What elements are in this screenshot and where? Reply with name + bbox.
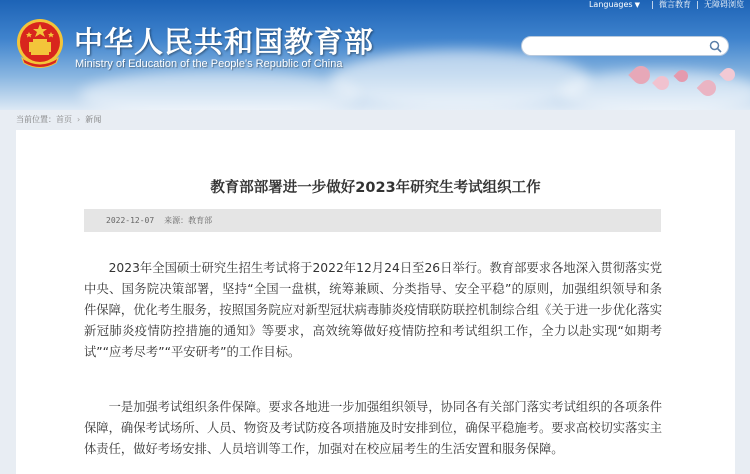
site-title[interactable]: 中华人民共和国教育部 bbox=[74, 25, 375, 59]
breadcrumb-item-home[interactable]: 首页 bbox=[56, 115, 72, 124]
accessibility-link[interactable]: 无障碍浏览 bbox=[704, 0, 744, 9]
header-cloud-decoration bbox=[80, 70, 360, 110]
search-input[interactable] bbox=[522, 41, 702, 59]
weiyan-jiaoyu-link[interactable]: 微言教育 bbox=[659, 0, 691, 9]
article-paragraph: 2023年全国硕士研究生招生考试将于2022年12月24日至26日举行。教育部要求各地深入贯彻落实党中央、国务院决策部署，坚持“全国一盘棋，统筹兼顾、分类指导、安全平稳”的原则，加强组织领导和条件保障，优化考生服务，按照国务院应对新型冠状病毒肺炎疫情联防联控机制综合组《关于进一步优化落实新冠肺炎疫情防控措施的通知》等要求，高效统筹做好疫情防控和考试组织工作，全力以赴实现“如期考试”“应考尽考”“平安研考”的工作目标。 bbox=[84, 261, 662, 359]
search-icon[interactable] bbox=[709, 40, 722, 53]
breadcrumb bbox=[16, 114, 101, 125]
site-subtitle: Ministry of Education of the People's Republic of China bbox=[75, 58, 343, 70]
top-links-bar bbox=[583, 0, 750, 10]
article-source: 来源：教育部 bbox=[164, 216, 213, 225]
languages-link[interactable]: Languages ▼ bbox=[583, 0, 652, 10]
search-box bbox=[521, 36, 729, 56]
article-panel bbox=[16, 130, 735, 474]
breadcrumb-label: 当前位置： bbox=[16, 115, 56, 124]
article-paragraph: 一是加强考试组织条件保障。要求各地进一步加强组织领导，协同各有关部门落实考试组织的各项条件保障，确保考试场所、人员、物资及考试防疫各项措施及时安排到位，确保平稳施考。要求高校切实落实主体责任，做好考场安排、人员培训等工作，加强对在校应届考生的生活安置和服务保障。 bbox=[84, 400, 662, 456]
article-title: 教育部部署进一步做好2023年研究生考试组织工作 bbox=[210, 180, 541, 196]
chevron-down-icon: ▼ bbox=[634, 1, 640, 9]
article-date: 2022-12-07 bbox=[106, 216, 155, 225]
site-header bbox=[0, 0, 750, 110]
breadcrumb-item-news[interactable]: 新闻 bbox=[85, 115, 102, 124]
national-emblem-icon[interactable] bbox=[14, 16, 66, 70]
article-meta-bar bbox=[84, 209, 661, 232]
chevron-right-icon: › bbox=[77, 115, 81, 124]
